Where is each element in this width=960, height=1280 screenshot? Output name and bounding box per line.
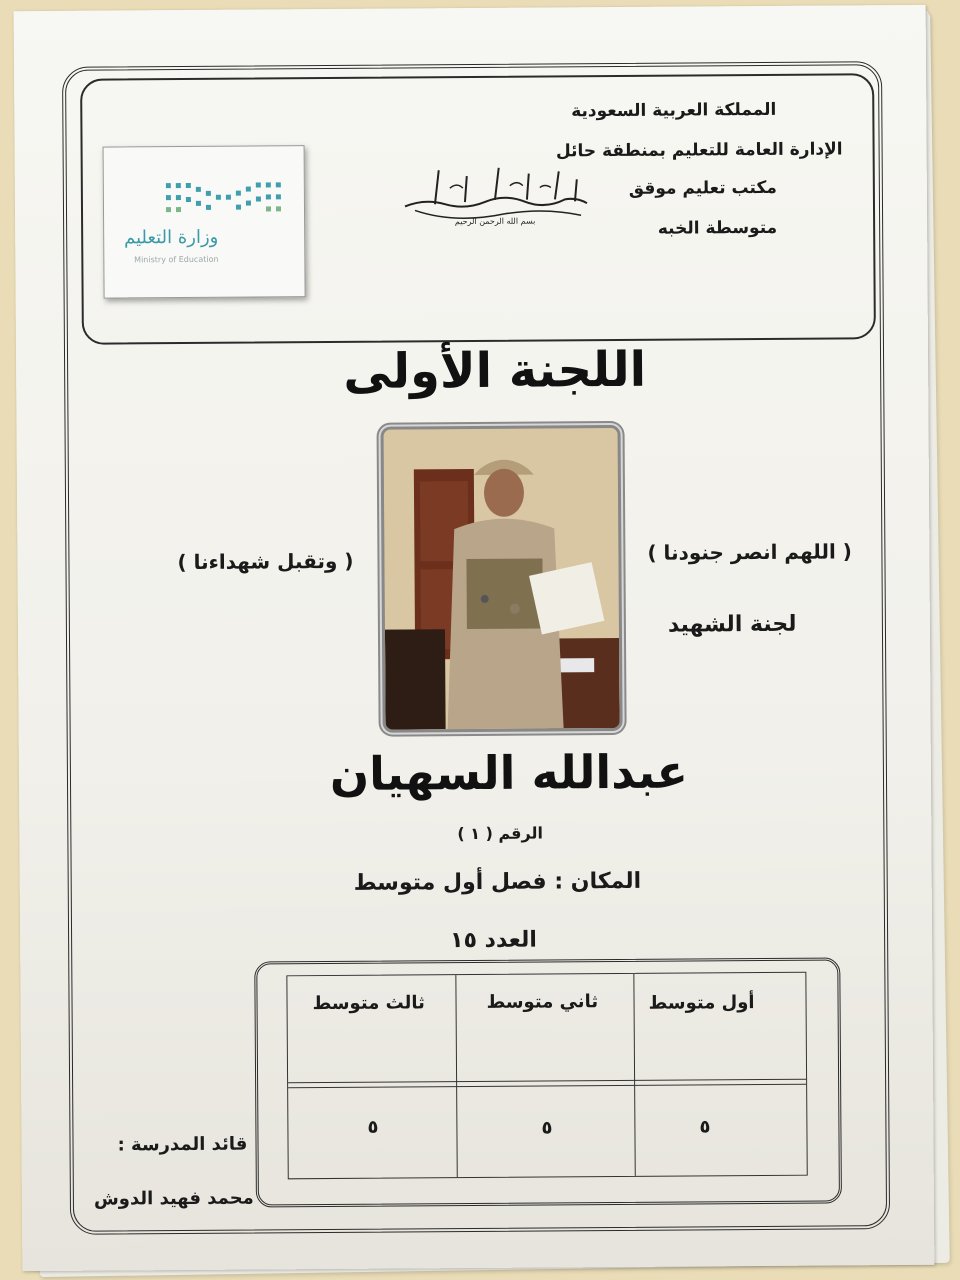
table-value-grade1: ٥ [699, 1116, 711, 1138]
martyr-name: عبدالله السهيان [329, 744, 689, 802]
prayer-right: ( اللهم انصر جنودنا ) [647, 539, 852, 565]
principal-name: محمد فهيد الدوش [93, 1187, 254, 1210]
table-divider-2 [633, 974, 635, 1176]
prayer-left: ( وتقبل شهداءنا ) [177, 548, 354, 575]
table-header-grade2: ثاني متوسط [486, 991, 599, 1013]
principal-label: قائد المدرسة : [117, 1133, 248, 1156]
count-label: العدد ١٥ [450, 927, 537, 954]
ministry-logo-name: وزارة التعليم [124, 226, 219, 249]
table-value-grade2: ٥ [541, 1117, 553, 1139]
number-label: الرقم ( ١ ) [457, 823, 544, 844]
martyr-photo [381, 425, 623, 733]
ministry-logo-english: Ministry of Education [134, 254, 219, 265]
table-value-grade3: ٥ [367, 1116, 379, 1138]
header-line-office: مكتب تعليم موقق [628, 177, 777, 199]
committee-title: اللجنة الأولى [343, 341, 647, 400]
committee-label: لجنة الشهيد [667, 611, 797, 638]
basmala-text: بسم الله الرحمن الرحيم [454, 216, 536, 227]
header-line-kingdom: المملكة العربية السعودية [571, 99, 777, 122]
table-header-grade1: أول متوسط [648, 992, 755, 1014]
ministry-logo-dots-icon [166, 180, 286, 215]
table-divider-1 [455, 975, 457, 1177]
header-line-directorate: الإدارة العامة للتعليم بمنطقة حائل [555, 139, 843, 162]
ministry-logo [103, 145, 306, 298]
basmala-calligraphy [395, 157, 595, 228]
table-header-grade3: ثالث متوسط [312, 992, 425, 1015]
location-label: المكان : فصل أول متوسط [353, 868, 642, 896]
header-line-school: متوسطة الخبه [657, 217, 778, 239]
table-row-divider [288, 1079, 806, 1089]
soldier-photo-illustration [384, 428, 620, 730]
document-page [14, 5, 935, 1271]
